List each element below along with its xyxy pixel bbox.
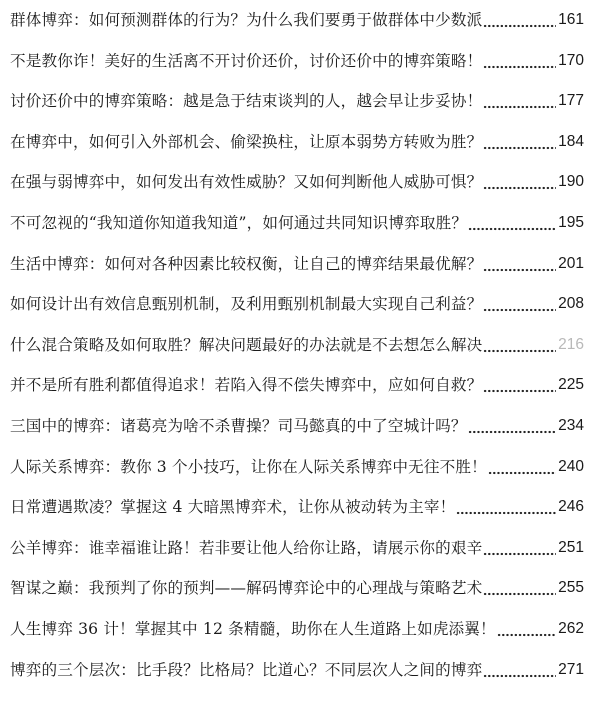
toc-entry-title: 不可忽视的“我知道你知道我知道”，如何通过共同知识博弈取胜？	[10, 214, 468, 232]
dot-leader	[456, 495, 556, 519]
dot-leader	[483, 658, 556, 682]
toc-entry[interactable]	[10, 170, 584, 194]
dot-leader	[468, 414, 556, 438]
toc-entry-title: 在强与弱博弈中，如何发出有效性威胁？又如何判断他人威胁可惧？	[10, 173, 483, 192]
toc-entry-page-number: 208	[558, 295, 584, 313]
toc-entry-title: 不是教你诈！美好的生活离不开讨价还价，讨价还价中的博弈策略！	[10, 51, 483, 70]
dot-leader	[483, 252, 556, 276]
toc-entry[interactable]	[10, 130, 584, 154]
toc-entry-page-number: 225	[558, 376, 584, 394]
dot-leader	[483, 8, 556, 32]
toc-entry-page-number: 184	[558, 132, 584, 150]
toc-entry-page-number: 246	[558, 498, 584, 516]
toc-entry-title: 群体博弈：如何预测群体的行为？为什么我们要勇于做群体中少数派	[10, 11, 483, 29]
toc-entry-page-number: 255	[558, 579, 584, 597]
toc-entry[interactable]	[10, 414, 584, 438]
toc-entry-title: 并不是所有胜利都值得追求！若陷入得不偿失博弈中，应如何自救？	[10, 376, 483, 395]
toc-entry[interactable]	[10, 252, 584, 276]
toc-entry-title: 三国中的博弈：诸葛亮为啥不杀曹操？司马懿真的中了空城计吗？	[10, 417, 467, 435]
dot-leader	[468, 211, 556, 235]
toc-entry-title: 讨价还价中的博弈策略：越是急于结束谈判的人，越会早让步妥协！	[10, 92, 483, 111]
dot-leader	[483, 536, 556, 560]
toc-entry-title: 在博弈中，如何引入外部机会、偷梁换柱，让原本弱势方转败为胜？	[10, 132, 483, 151]
dot-leader	[483, 576, 556, 600]
dot-leader	[483, 170, 556, 194]
dot-leader	[483, 89, 556, 113]
toc-entry[interactable]	[10, 89, 584, 113]
toc-entry-title: 博弈的三个层次：比手段？比格局？比道心？不同层次人之间的博弈	[10, 660, 483, 679]
toc-entry-title: 人际关系博弈：教你 3 个小技巧，让你在人际关系博弈中无往不胜！	[10, 457, 487, 476]
toc-entry[interactable]	[10, 333, 584, 357]
toc-entry-page-number: 262	[558, 620, 584, 637]
toc-entry-title: 如何设计出有效信息甄别机制，及利用甄别机制最大实现自己利益？	[10, 295, 483, 314]
toc-entry-title: 智谋之巅：我预判了你的预判——解码博弈论中的心理战与策略艺术	[10, 579, 483, 598]
toc-entry-page-number: 251	[558, 538, 584, 556]
toc-entry-page-number: 177	[558, 92, 584, 110]
toc-entry-page-number: 170	[558, 51, 584, 69]
dot-leader	[497, 617, 556, 641]
toc-entry[interactable]	[10, 455, 584, 479]
dot-leader	[483, 130, 556, 154]
toc-entry[interactable]	[10, 373, 584, 397]
toc-entry-page-number: 240	[558, 457, 584, 475]
toc-entry[interactable]	[10, 49, 584, 73]
toc-entry-page-number: 234	[558, 417, 584, 434]
dot-leader	[483, 333, 556, 357]
toc-entry[interactable]	[10, 211, 584, 235]
toc-entry-page-number: 161	[558, 11, 584, 28]
toc-entry[interactable]	[10, 576, 584, 600]
toc-entry[interactable]	[10, 617, 584, 641]
dot-leader	[483, 373, 556, 397]
toc-entry-page-number: 190	[558, 173, 584, 191]
toc-entry[interactable]	[10, 495, 584, 519]
toc-entry-page-number: 201	[558, 254, 584, 272]
toc-entry[interactable]	[10, 8, 584, 32]
dot-leader	[483, 292, 556, 316]
dot-leader	[483, 49, 556, 73]
toc-entry[interactable]	[10, 658, 584, 682]
toc-entry-page-number: 271	[558, 660, 584, 678]
toc-entry-title: 什么混合策略及如何取胜？解决问题最好的办法就是不去想怎么解决	[10, 335, 483, 354]
toc-entry-page-number: 216	[558, 335, 584, 353]
toc-entry-title: 日常遭遇欺凌？掌握这 4 大暗黑博弈术，让你从被动转为主宰！	[10, 498, 456, 517]
toc-entry-title: 生活中博弈：如何对各种因素比较权衡，让自己的博弈结果最优解？	[10, 254, 483, 273]
toc-entry-title: 人生博弈 36 计！掌握其中 12 条精髓，助你在人生道路上如虎添翼！	[10, 620, 496, 638]
dot-leader	[488, 455, 556, 479]
toc-entry-title: 公羊博弈：谁幸福谁让路！若非要让他人给你让路，请展示你的艰辛	[10, 538, 483, 557]
toc-entry-page-number: 195	[558, 214, 584, 231]
toc-entry[interactable]	[10, 292, 584, 316]
toc-entry[interactable]	[10, 536, 584, 560]
